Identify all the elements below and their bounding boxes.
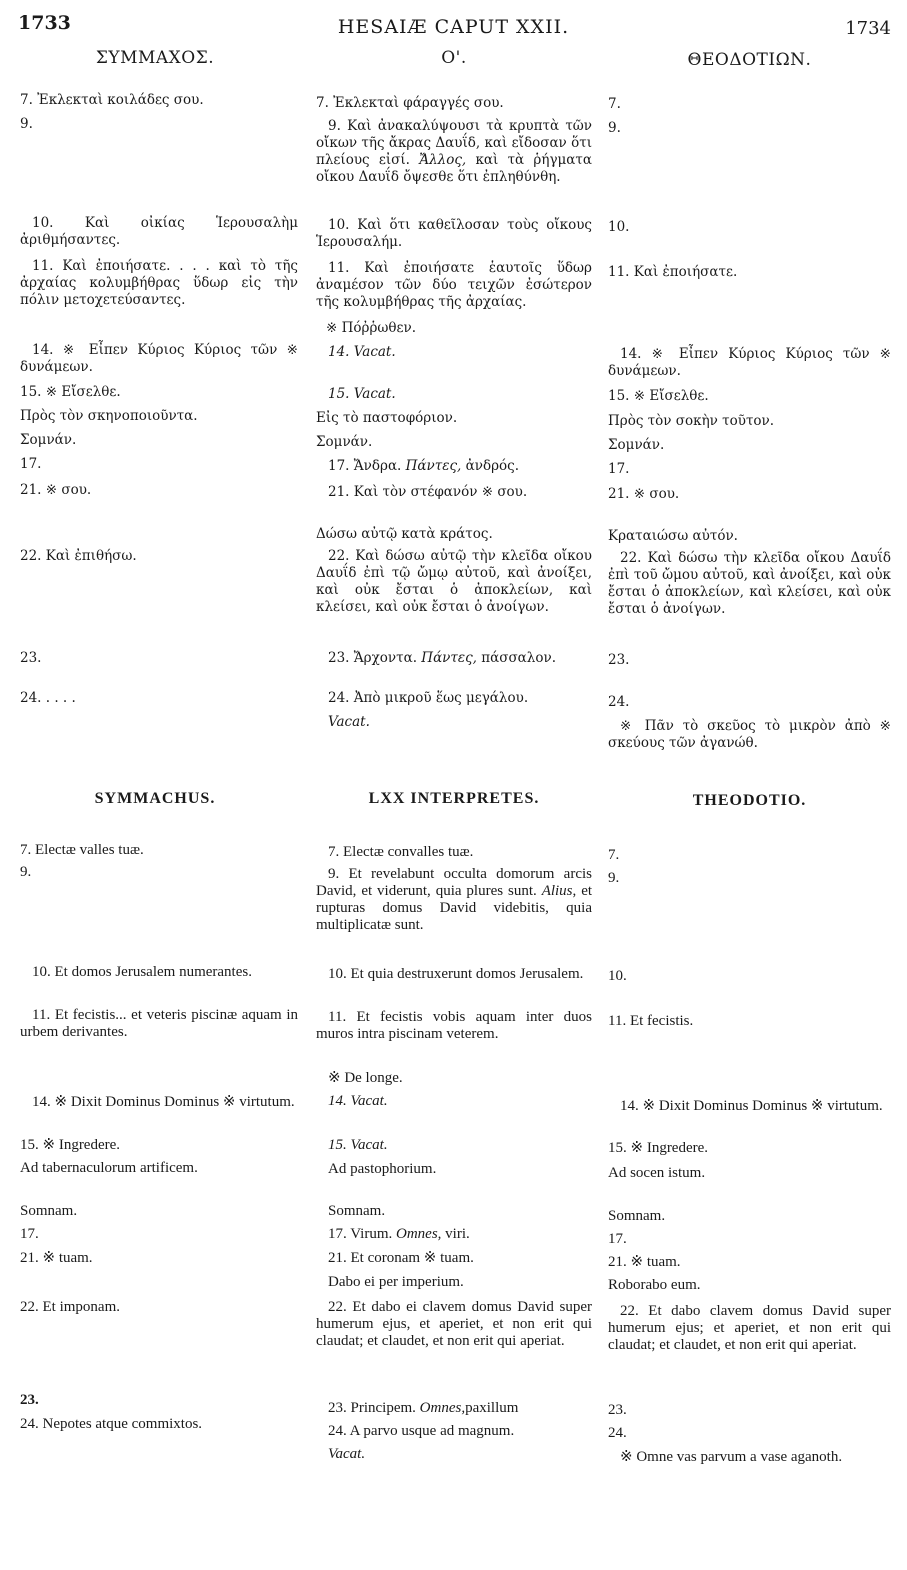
lxx-la-v24: 24. A parvo usque ad magnum. <box>328 1423 515 1439</box>
lxx-la-v15-note: Ad pastophorium. <box>328 1161 437 1177</box>
symm-la-v17: 17. <box>20 1226 39 1242</box>
symm-la-v15-note: Ad tabernaculorum artificem. <box>20 1160 198 1176</box>
lxx-gr-somnan: Σομνάν. <box>316 434 373 450</box>
theod-la-v10: 10. <box>608 968 627 984</box>
heading-lxx-latin: LXX INTERPRETES. <box>368 790 540 807</box>
theod-la-v7: 7. <box>608 847 620 863</box>
lxx-la-v9-text2: , et rupturas domus David videbitis, quia multiplicatæ sunt. <box>316 883 593 933</box>
theod-gr-v22: 22. Καὶ δώσω τὴν κλεῖδα οἴκου Δαυΐδ ἐπὶ τοῦ ὤμου αὐτοῦ, καὶ ἀνοίξει, καὶ οὐκ ἔσται ὁ ἀποκλείων, καὶ κλείσει, καὶ οὐκ ἔσται ὁ ἀνοίγων. <box>608 550 891 617</box>
heading-symmachus-greek: ΣΥΜΜΑΧΟΣ. <box>95 48 215 68</box>
page-number-left: 1733 <box>18 12 71 34</box>
theod-gr-v11: 11. Καὶ ἐποιήσατε. <box>608 264 738 280</box>
symm-gr-v11: 11. Καὶ ἐποιήσατε. . . . καὶ τὸ τῆς ἀρχαίας κολυμβήθρας ὕδωρ εἰς τὴν πόλιν μετοχετεύσαντες. <box>20 258 298 308</box>
lxx-gr-v15-note: Εἰς τὸ παστοφόριον. <box>316 410 458 426</box>
lxx-gr-vacat <box>316 714 604 731</box>
lxx-la-delonge: ※ De longe. <box>328 1070 403 1086</box>
lxx-gr-v23-pantes: Πάντες, <box>421 650 477 666</box>
symm-la-v15: 15. ※ Ingredere. <box>20 1137 121 1153</box>
lxx-la-v17-a: 17. Virum. <box>328 1226 393 1242</box>
heading-theodotion-latin: THEODOTIO. <box>692 792 807 809</box>
lxx-gr-v17-b: ἀνδρός. <box>465 458 519 474</box>
lxx-gr-v17-pantes: Πάντες, <box>405 458 462 474</box>
lxx-la-somnam: Somnam. <box>328 1203 386 1219</box>
lxx-la-v9-text: 9. Et revelabunt occulta domorum arcis David, et viderunt, quia plures sunt. <box>316 866 592 899</box>
lxx-la-dabo: Dabo ei per imperium. <box>328 1274 464 1290</box>
lxx-gr-v15 <box>316 386 604 403</box>
lxx-la-v23 <box>316 1400 604 1417</box>
lxx-gr-v9-text2: καὶ τὰ ῥήγματα οἴκου Δαυΐδ ὄψεσθε ὅτι ἐπληθύνθη. <box>316 152 592 185</box>
theod-la-v22: 22. Et dabo clavem domus David super humerum ejus; et aperiet, et non erit qui claudat; et claudet, et non erit qui aperiat. <box>608 1303 891 1353</box>
lxx-la-v23-omnes: Omnes, <box>419 1400 466 1416</box>
lxx-gr-v11: 11. Καὶ ἐποιήσατε ἑαυτοῖς ὕδωρ ἀναμέσον τῶν δύο τειχῶν ἐσώτερον τῆς κολυμβήθρας τῆς ἀρχαίας. <box>316 260 592 310</box>
symm-gr-v15: 15. ※ Εἴσελθε. <box>20 384 121 400</box>
theod-gr-v15: 15. ※ Εἴσελθε. <box>608 388 709 404</box>
lxx-gr-v14 <box>316 344 604 361</box>
lxx-la-vacat-text: Vacat. <box>328 1446 366 1462</box>
theod-gr-v24-note: ※ Πᾶν τὸ σκεῦος τὸ μικρὸν ἀπὸ ※ σκεύους τῶν ἀγανώθ. <box>608 718 891 751</box>
theod-gr-v14: 14. ※ Εἶπεν Κύριος Κύριος τῶν ※ δυνάμεων. <box>608 346 891 379</box>
symm-la-v21: 21. ※ tuam. <box>20 1250 93 1266</box>
lxx-la-v11: 11. Et fecistis vobis aquam inter duos muros intra piscinam veterem. <box>316 1009 592 1042</box>
lxx-gr-v9 <box>316 118 592 186</box>
theod-la-v24-note: ※ Omne vas parvum a vase aganoth. <box>620 1449 843 1465</box>
page-title: HESAIÆ CAPUT XXII. <box>337 16 570 38</box>
theod-la-v15: 15. ※ Ingredere. <box>608 1140 709 1156</box>
lxx-la-v10: 10. Et quia destruxerunt domos Jerusalem. <box>328 966 584 982</box>
symm-gr-somnan: Σομνάν. <box>20 432 77 448</box>
lxx-la-v14 <box>316 1093 604 1110</box>
symm-la-v7: 7. Electæ valles tuæ. <box>20 842 144 858</box>
theod-gr-v9: 9. <box>608 120 621 136</box>
lxx-la-v14-text: 14. Vacat. <box>328 1093 388 1109</box>
lxx-gr-v10: 10. Καὶ ὅτι καθεῖλοσαν τοὺς οἴκους Ἱερουσαλήμ. <box>316 217 592 250</box>
page-number-right: 1734 <box>845 18 891 39</box>
heading-theodotion-greek: ΘΕΟΔΟΤΙΩΝ. <box>687 50 812 70</box>
theod-la-v23: 23. <box>608 1402 627 1418</box>
theod-la-v17: 17. <box>608 1231 627 1247</box>
lxx-la-v15-text: 15. Vacat. <box>328 1137 388 1153</box>
lxx-la-v22: 22. Et dabo ei clavem domus David super humerum ejus, et aperiet, et non erit qui claudat; et claudet, et non erit qui aperiat. <box>316 1299 592 1349</box>
theod-gr-v24: 24. <box>608 694 630 710</box>
theod-gr-v23: 23. <box>608 652 630 668</box>
theod-la-v21: 21. ※ tuam. <box>608 1254 681 1270</box>
symm-gr-v14: 14. ※ Εἶπεν Κύριος Κύριος τῶν ※ δυνάμεων. <box>20 342 298 375</box>
theod-gr-v7: 7. <box>608 96 621 112</box>
lxx-gr-v17 <box>316 458 604 475</box>
theod-gr-v21: 21. ※ σου. <box>608 486 680 502</box>
lxx-la-v23-a: 23. Principem. <box>328 1400 416 1416</box>
lxx-la-v9 <box>316 866 592 934</box>
symm-gr-v22: 22. Καὶ ἐπιθήσω. <box>20 548 137 564</box>
lxx-la-v9-alius: Alius <box>541 883 573 899</box>
lxx-gr-v14-text: 14. Vacat. <box>328 344 396 360</box>
symm-gr-v15-note: Πρὸς τὸν σκηνοποιοῦντα. <box>20 408 198 424</box>
theod-gr-somnan: Σομνάν. <box>608 437 665 453</box>
lxx-la-v17 <box>316 1226 604 1243</box>
symm-gr-v17: 17. <box>20 456 42 472</box>
lxx-gr-v15-text: 15. Vacat. <box>328 386 396 402</box>
lxx-gr-v24: 24. Ἀπὸ μικροῦ ἕως μεγάλου. <box>328 690 529 706</box>
theod-la-somnam: Somnam. <box>608 1208 666 1224</box>
theod-la-v9: 9. <box>608 870 620 886</box>
lxx-gr-v23-a: 23. Ἄρχοντα. <box>328 650 417 666</box>
lxx-la-v23-b: paxillum <box>465 1400 519 1416</box>
lxx-la-vacat <box>316 1446 604 1463</box>
theod-la-v24: 24. <box>608 1425 627 1441</box>
lxx-la-v17-b: viri. <box>445 1226 470 1242</box>
symm-gr-v23: 23. <box>20 650 42 666</box>
lxx-gr-v23-b: πάσσαλον. <box>481 650 556 666</box>
theod-gr-v17: 17. <box>608 461 630 477</box>
lxx-gr-v7: 7. Ἐκλεκταὶ φάραγγές σου. <box>316 95 504 111</box>
symm-gr-v21: 21. ※ σου. <box>20 482 92 498</box>
symm-gr-v7: 7. Ἐκλεκταὶ κοιλάδες σου. <box>20 92 204 108</box>
lxx-gr-v21: 21. Καὶ τὸν στέφανόν ※ σου. <box>328 484 528 500</box>
symm-la-v22: 22. Et imponam. <box>20 1299 120 1315</box>
symm-gr-v9: 9. <box>20 116 33 132</box>
heading-symmachus-latin: SYMMACHUS. <box>94 790 216 807</box>
lxx-gr-doso: Δώσω αὐτῷ κατὰ κράτος. <box>316 526 493 542</box>
theod-la-v15-note: Ad socen istum. <box>608 1165 706 1181</box>
theod-la-v11: 11. Et fecistis. <box>608 1013 694 1029</box>
symm-la-v24: 24. Nepotes atque commixtos. <box>20 1416 203 1432</box>
lxx-la-v21: 21. Et coronam ※ tuam. <box>328 1250 474 1266</box>
symm-la-v10: 10. Et domos Jerusalem numerantes. <box>32 964 252 980</box>
symm-gr-v10: 10. Καὶ οἰκίας Ἱερουσαλὴμ ἀριθμήσαντες. <box>20 215 298 248</box>
lxx-gr-vacat-text: Vacat. <box>328 714 370 730</box>
lxx-la-v7: 7. Electæ convalles tuæ. <box>328 844 474 860</box>
heading-lxx-greek: Ο'. <box>441 48 467 68</box>
theod-gr-v15-note: Πρὸς τὸν σοκὴν τοῦτον. <box>608 413 775 429</box>
theod-gr-krataioso: Κραταιώσω αὐτόν. <box>608 528 738 544</box>
symm-la-somnam: Somnam. <box>20 1203 78 1219</box>
lxx-gr-v17-a: 17. Ἄνδρα. <box>328 458 402 474</box>
symm-la-v11: 11. Et fecistis... et veteris piscinæ aquam in urbem derivantes. <box>20 1007 298 1040</box>
theod-gr-v10: 10. <box>608 219 630 235</box>
theod-la-roborabo: Roborabo eum. <box>608 1277 701 1293</box>
lxx-gr-v9-text: 9. Καὶ ἀνακαλύψουσι τὰ κρυπτὰ τῶν οἴκων τῆς ἄκρας Δαυΐδ, καὶ εἴδοσαν ὅτι πλείους εἰσί. <box>316 118 592 168</box>
lxx-la-v17-omnes: Omnes, <box>396 1226 442 1242</box>
symm-la-v9: 9. <box>20 864 32 880</box>
symm-la-v23: 23. <box>20 1392 39 1408</box>
lxx-gr-v23 <box>316 650 592 667</box>
lxx-gr-v22: 22. Καὶ δώσω αὐτῷ τὴν κλεῖδα οἴκου Δαυΐδ ἐπὶ τῷ ὤμῳ αὐτοῦ, καὶ ἀνοίξει, καὶ οὐκ ἔσται ὁ ἀποκλείων, καὶ κλείσει, καὶ οὐκ ἔσται ὁ ἀνοίγων. <box>316 548 592 615</box>
page-header <box>0 12 907 42</box>
theod-la-v14: 14. ※ Dixit Dominus Dominus ※ virtutum. <box>620 1098 883 1114</box>
symm-la-v14: 14. ※ Dixit Dominus Dominus ※ virtutum. <box>32 1094 295 1110</box>
lxx-la-v15 <box>316 1137 604 1154</box>
lxx-gr-porrothen: ※ Πόῤῥωθεν. <box>326 320 417 336</box>
lxx-gr-v9-alius: Ἄλλος, <box>419 152 467 168</box>
symm-gr-v24: 24. . . . . <box>20 690 76 706</box>
